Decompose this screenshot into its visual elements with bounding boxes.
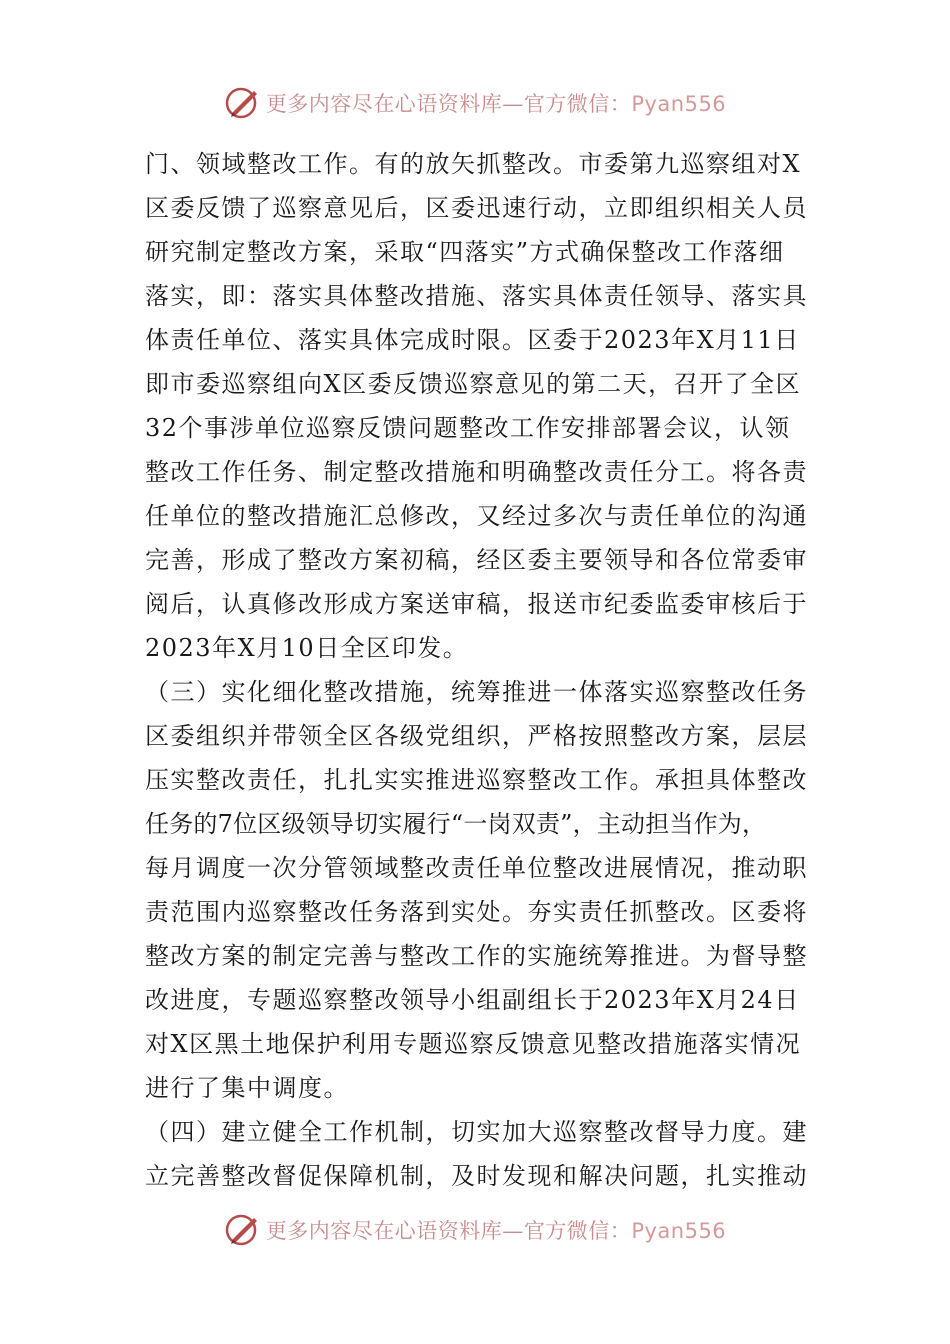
text-line: 改进度，专题巡察整改领导小组副组长于2023年X月24日 xyxy=(145,986,800,1014)
text-line: 即市委巡察组向X区委反馈巡察意见的第二天，召开了全区 xyxy=(145,370,802,398)
text-line: 每月调度一次分管领域整改责任单位整改进展情况，推动职 xyxy=(145,854,808,882)
text-line: 对X区黑土地保护利用专题巡察反馈意见整改措施落实情况 xyxy=(145,1030,802,1058)
text-line: 区委反馈了巡察意见后，区委迅速行动，立即组织相关人员 xyxy=(145,194,808,222)
footer-banner xyxy=(0,1210,950,1250)
text-line: 阅后，认真修改形成方案送审稿，报送市纪委监委审核后于 xyxy=(145,590,808,618)
header-banner xyxy=(0,83,950,123)
text-line: 进行了集中调度。 xyxy=(145,1074,349,1102)
text-line: 责范围内巡察整改任务落到实处。夯实责任抓整改。区委将 xyxy=(145,898,808,926)
text-line: 立完善整改督促保障机制，及时发现和解决问题，扎实推动 xyxy=(145,1162,808,1190)
text-line: 落实，即：落实具体整改措施、落实具体责任领导、落实具 xyxy=(145,282,808,310)
text-line: 整改方案的制定完善与整改工作的实施统筹推进。为督导整 xyxy=(145,942,808,970)
text-line: 32个事涉单位巡察反馈问题整改工作安排部署会议，认领 xyxy=(145,414,791,442)
pen-logo-icon xyxy=(224,85,262,121)
section-heading: （四）建立健全工作机制，切实加大巡察整改督导力度。建 xyxy=(145,1118,808,1146)
document-body xyxy=(145,142,815,1198)
text-line: 完善，形成了整改方案初稿，经区委主要领导和各位常委审 xyxy=(145,546,808,574)
banner-text: 更多内容尽在心语资料库—官方微信：Pyan556 xyxy=(265,92,727,116)
text-line: 任务的7位区级领导切实履行“一岗双责”，主动担当作为， xyxy=(145,810,767,838)
text-line: 任单位的整改措施汇总修改，又经过多次与责任单位的沟通 xyxy=(145,502,808,530)
text-line: 整改工作任务、制定整改措施和明确整改责任分工。将各责 xyxy=(145,458,808,486)
section-heading: （三）实化细化整改措施，统筹推进一体落实巡察整改任务 xyxy=(145,678,808,706)
text-line: 区委组织并带领全区各级党组织，严格按照整改方案，层层 xyxy=(145,722,808,750)
text-line: 门、领域整改工作。有的放矢抓整改。市委第九巡察组对X xyxy=(145,150,802,178)
banner-text: 更多内容尽在心语资料库—官方微信：Pyan556 xyxy=(265,1219,727,1243)
text-line: 压实整改责任，扎扎实实推进巡察整改工作。承担具体整改 xyxy=(145,766,808,794)
pen-logo-icon xyxy=(224,1212,262,1248)
text-line: 体责任单位、落实具体完成时限。区委于2023年X月11日 xyxy=(145,326,800,354)
text-line: 研究制定整改方案，采取“四落实”方式确保整改工作落细 xyxy=(145,238,785,266)
text-line: 2023年X月10日全区印发。 xyxy=(145,634,469,662)
